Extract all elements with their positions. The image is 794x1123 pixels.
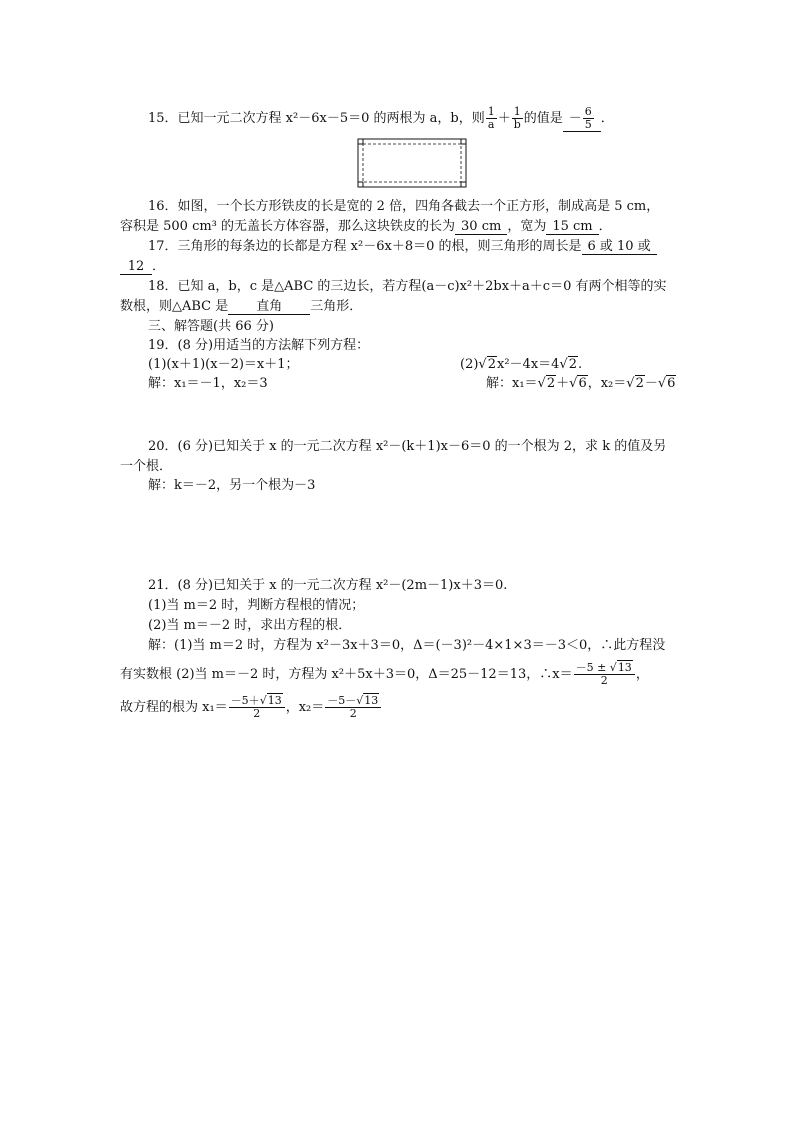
q16-width-blank: 15 cm [546, 219, 598, 235]
q15-answer-blank: － $\frac{6}{5}$ [563, 106, 601, 132]
question-15: 15．已知一元二次方程 x²－6x－5＝0 的两根为 a，b，则 $\frac{1}{a}$ ＋ $\frac{1}{b}$ 的值是 － $\frac{6}{5}$ ． [148, 105, 614, 131]
fraction-1-over-a: $\frac{1}{a}$ [487, 105, 495, 131]
question-21-solution-line-1: 解：(1)当 m＝2 时，方程为 x²－3x＋3＝0，Δ＝(－3)²－4×1×3＝－3＜0，∴此方程没 [148, 638, 666, 653]
root-x2-fraction: $\frac{-5-√13}{2}$ [325, 695, 381, 720]
sqrt-2-a: √2 [478, 357, 496, 372]
question-18-line-1: 18．已知 a，b，c 是△ABC 的三边长，若方程(a－c)x²＋2bx＋a＋c＝0 有两个相等的实 [148, 279, 667, 294]
question-21-solution-line-3: 故方程的根为 x₁＝ $\frac{-5+√13}{2}$ ，x₂＝ $\frac{-5-√13}{2}$ [120, 695, 382, 720]
question-16-line-1: 16．如图，一个长方形铁皮的长是宽的 2 倍，四角各截去一个正方形，制成高是 5 cm， [148, 199, 660, 214]
root-x1-fraction: $\frac{-5+√13}{2}$ [229, 695, 285, 720]
q17-answer-blank-part2: 12 [120, 259, 152, 275]
q15-stem: 15．已知一元二次方程 x²－6x－5＝0 的两根为 a，b，则 [148, 111, 485, 126]
rectangle-sheet-figure [357, 138, 467, 188]
answer-fraction: $\frac{6}{5}$ [584, 105, 592, 131]
question-20-line-2: 一个根． [120, 459, 173, 474]
question-21-stem: 21．(8 分)已知关于 x 的一元二次方程 x²－(2m－1)x＋3＝0. [148, 578, 508, 593]
question-19-solution-2: 解：x₁＝√2＋√6，x₂＝√2－√6 [486, 376, 676, 391]
q17-answer-blank-part1: 6 或 10 或 [582, 239, 657, 255]
question-21-solution-line-2: 有实数根 (2)当 m＝－2 时，方程为 x²＋5x＋3＝0，Δ＝25－12＝13，∴x＝ $\frac{-5 \pm √13}{2}$ ， [120, 661, 649, 687]
root-formula-fraction: $\frac{-5 \pm √13}{2}$ [574, 662, 635, 687]
question-19-solution-1: 解：x₁＝－1，x₂＝3 [148, 376, 268, 391]
question-21-part-2: (2)当 m＝－2 时，求出方程的根． [148, 618, 352, 633]
question-20-line-1: 20．(6 分)已知关于 x 的一元二次方程 x²－(k＋1)x－6＝0 的一个根为 2，求 k 的值及另 [148, 439, 667, 454]
sheet-outline [358, 139, 466, 187]
question-19-part-2: (2)√2x²－4x＝4√2. [460, 357, 583, 372]
question-17-line-1: 17．三角形的每条边的长都是方程 x²－6x＋8＝0 的根，则三角形的周长是 6 或 10 或 [148, 238, 657, 256]
question-19-stem: 19．(8 分)用适当的方法解下列方程： [148, 338, 370, 353]
question-16-line-2: 容积是 500 cm³ 的无盖长方体容器，那么这块铁皮的长为 30 cm ，宽为 15 cm ． [120, 219, 612, 234]
q18-answer-blank: 直角 [228, 299, 310, 315]
question-19-part-1: (1)(x＋1)(x－2)＝x＋1； [148, 357, 299, 372]
question-17-line-2: 12 ． [120, 258, 165, 276]
question-18-line-2: 数根，则△ABC 是 直角 三角形． [120, 299, 363, 314]
fold-lines [363, 144, 461, 182]
fraction-1-over-b: $\frac{1}{b}$ [513, 105, 521, 131]
sqrt-2-b: √2 [559, 357, 577, 372]
section-3-title: 三、解答题(共 66 分) [148, 319, 274, 334]
question-21-part-1: (1)当 m＝2 时，判断方程根的情况； [148, 598, 365, 613]
question-20-solution: 解：k＝－2，另一个根为－3 [148, 478, 316, 493]
q16-length-blank: 30 cm [455, 219, 507, 235]
